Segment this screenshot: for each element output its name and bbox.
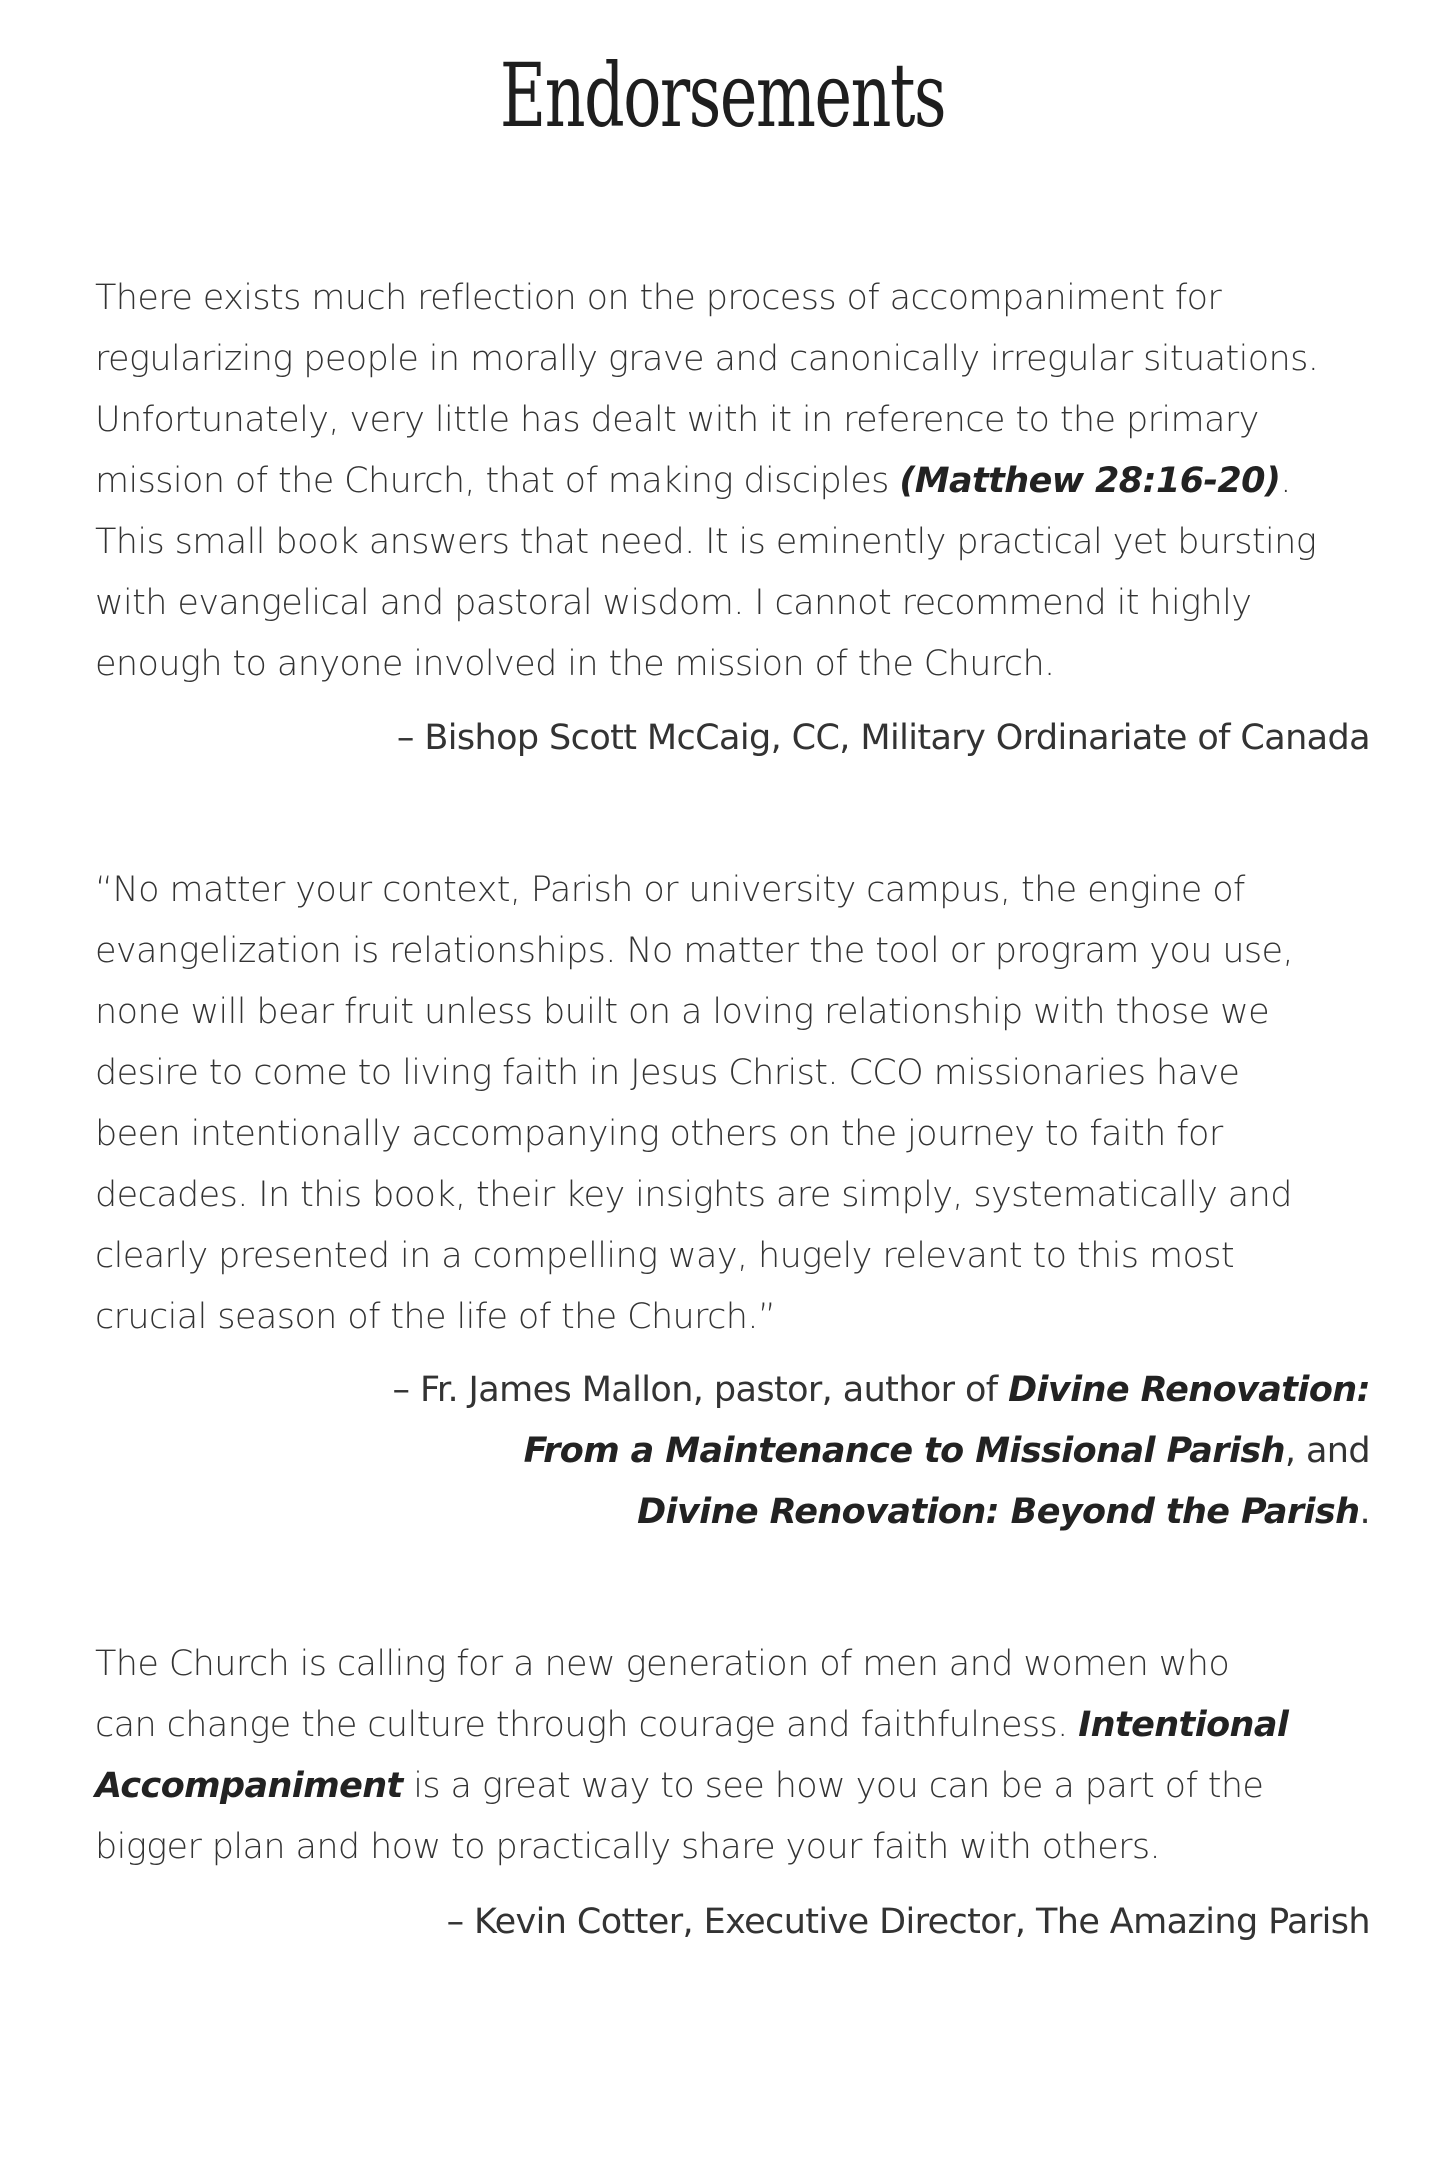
- text-run: .: [1359, 1492, 1370, 1532]
- endorsement-line: decades. In this book, their key insights are simply, systematically and: [95, 1175, 1292, 1215]
- endorsement-line: “No matter your context, Parish or university campus, the engine of: [95, 870, 1245, 910]
- book-title: Divine Renovation:: [1008, 1370, 1370, 1410]
- endorsement-line: regularizing people in morally grave and canonically irregular situations.: [95, 339, 1319, 379]
- text-run: , and: [1284, 1431, 1370, 1471]
- book-title: From a Maintenance to Missional Parish: [523, 1431, 1285, 1471]
- text-run: – Fr. James Mallon, pastor, author of: [392, 1370, 1009, 1410]
- text-run: .: [1280, 461, 1291, 501]
- endorsement-line: The Church is calling for a new generation of men and women who: [95, 1644, 1230, 1684]
- endorsement-line: been intentionally accompanying others on the journey to faith for: [95, 1114, 1223, 1154]
- endorsement-line: Unfortunately, very little has dealt with it in reference to the primary: [95, 400, 1259, 440]
- text-run: is a great way to see how you can be a part of the: [402, 1766, 1264, 1806]
- text-run: can change the culture through courage and faithfulness.: [95, 1705, 1079, 1745]
- endorsement-line: [95, 1695, 1370, 1756]
- attribution-line: [393, 1421, 1370, 1482]
- endorsement-line: [95, 451, 1370, 512]
- endorsement-line: crucial season of the life of the Church.”: [95, 1297, 776, 1337]
- endorsement-2-attribution: [393, 1360, 1370, 1543]
- endorsement-line: enough to anyone involved in the mission of the Church.: [95, 644, 1055, 684]
- text-run: mission of the Church, that of making disciples: [95, 461, 900, 501]
- endorsement-line: clearly presented in a compelling way, hugely relevant to this most: [95, 1236, 1235, 1276]
- book-title: Divine Renovation: Beyond the Parish: [637, 1492, 1360, 1532]
- endorsement-3-attribution: – Kevin Cotter, Executive Director, The Amazing Parish: [446, 1902, 1370, 1942]
- endorsement-line: evangelization is relationships. No matter the tool or program you use,: [95, 931, 1294, 971]
- book-title: Intentional: [1078, 1705, 1289, 1745]
- attribution-line: [393, 1482, 1370, 1543]
- book-title: Accompaniment: [95, 1766, 403, 1806]
- endorsement-line: none will bear fruit unless built on a loving relationship with those we: [95, 992, 1270, 1032]
- attribution-line: [393, 1360, 1370, 1421]
- page-title: Endorsements: [499, 44, 946, 147]
- endorsement-line: This small book answers that need. It is eminently practical yet bursting: [95, 522, 1317, 562]
- endorsement-line: desire to come to living faith in Jesus Christ. CCO missionaries have: [95, 1053, 1240, 1093]
- endorsement-1-text: [95, 268, 1370, 695]
- endorsement-line: bigger plan and how to practically share your faith with others.: [95, 1827, 1161, 1867]
- endorsement-3-text: [95, 1634, 1370, 1878]
- endorsement-1-attribution: – Bishop Scott McCaig, CC, Military Ordinariate of Canada: [396, 718, 1370, 758]
- endorsement-line: There exists much reflection on the process of accompaniment for: [95, 278, 1222, 318]
- endorsement-line: with evangelical and pastoral wisdom. I cannot recommend it highly: [95, 583, 1252, 623]
- scripture-reference: (Matthew 28:16-20): [899, 461, 1281, 501]
- endorsement-2-text: [95, 860, 1370, 1348]
- endorsement-line: [95, 1756, 1370, 1817]
